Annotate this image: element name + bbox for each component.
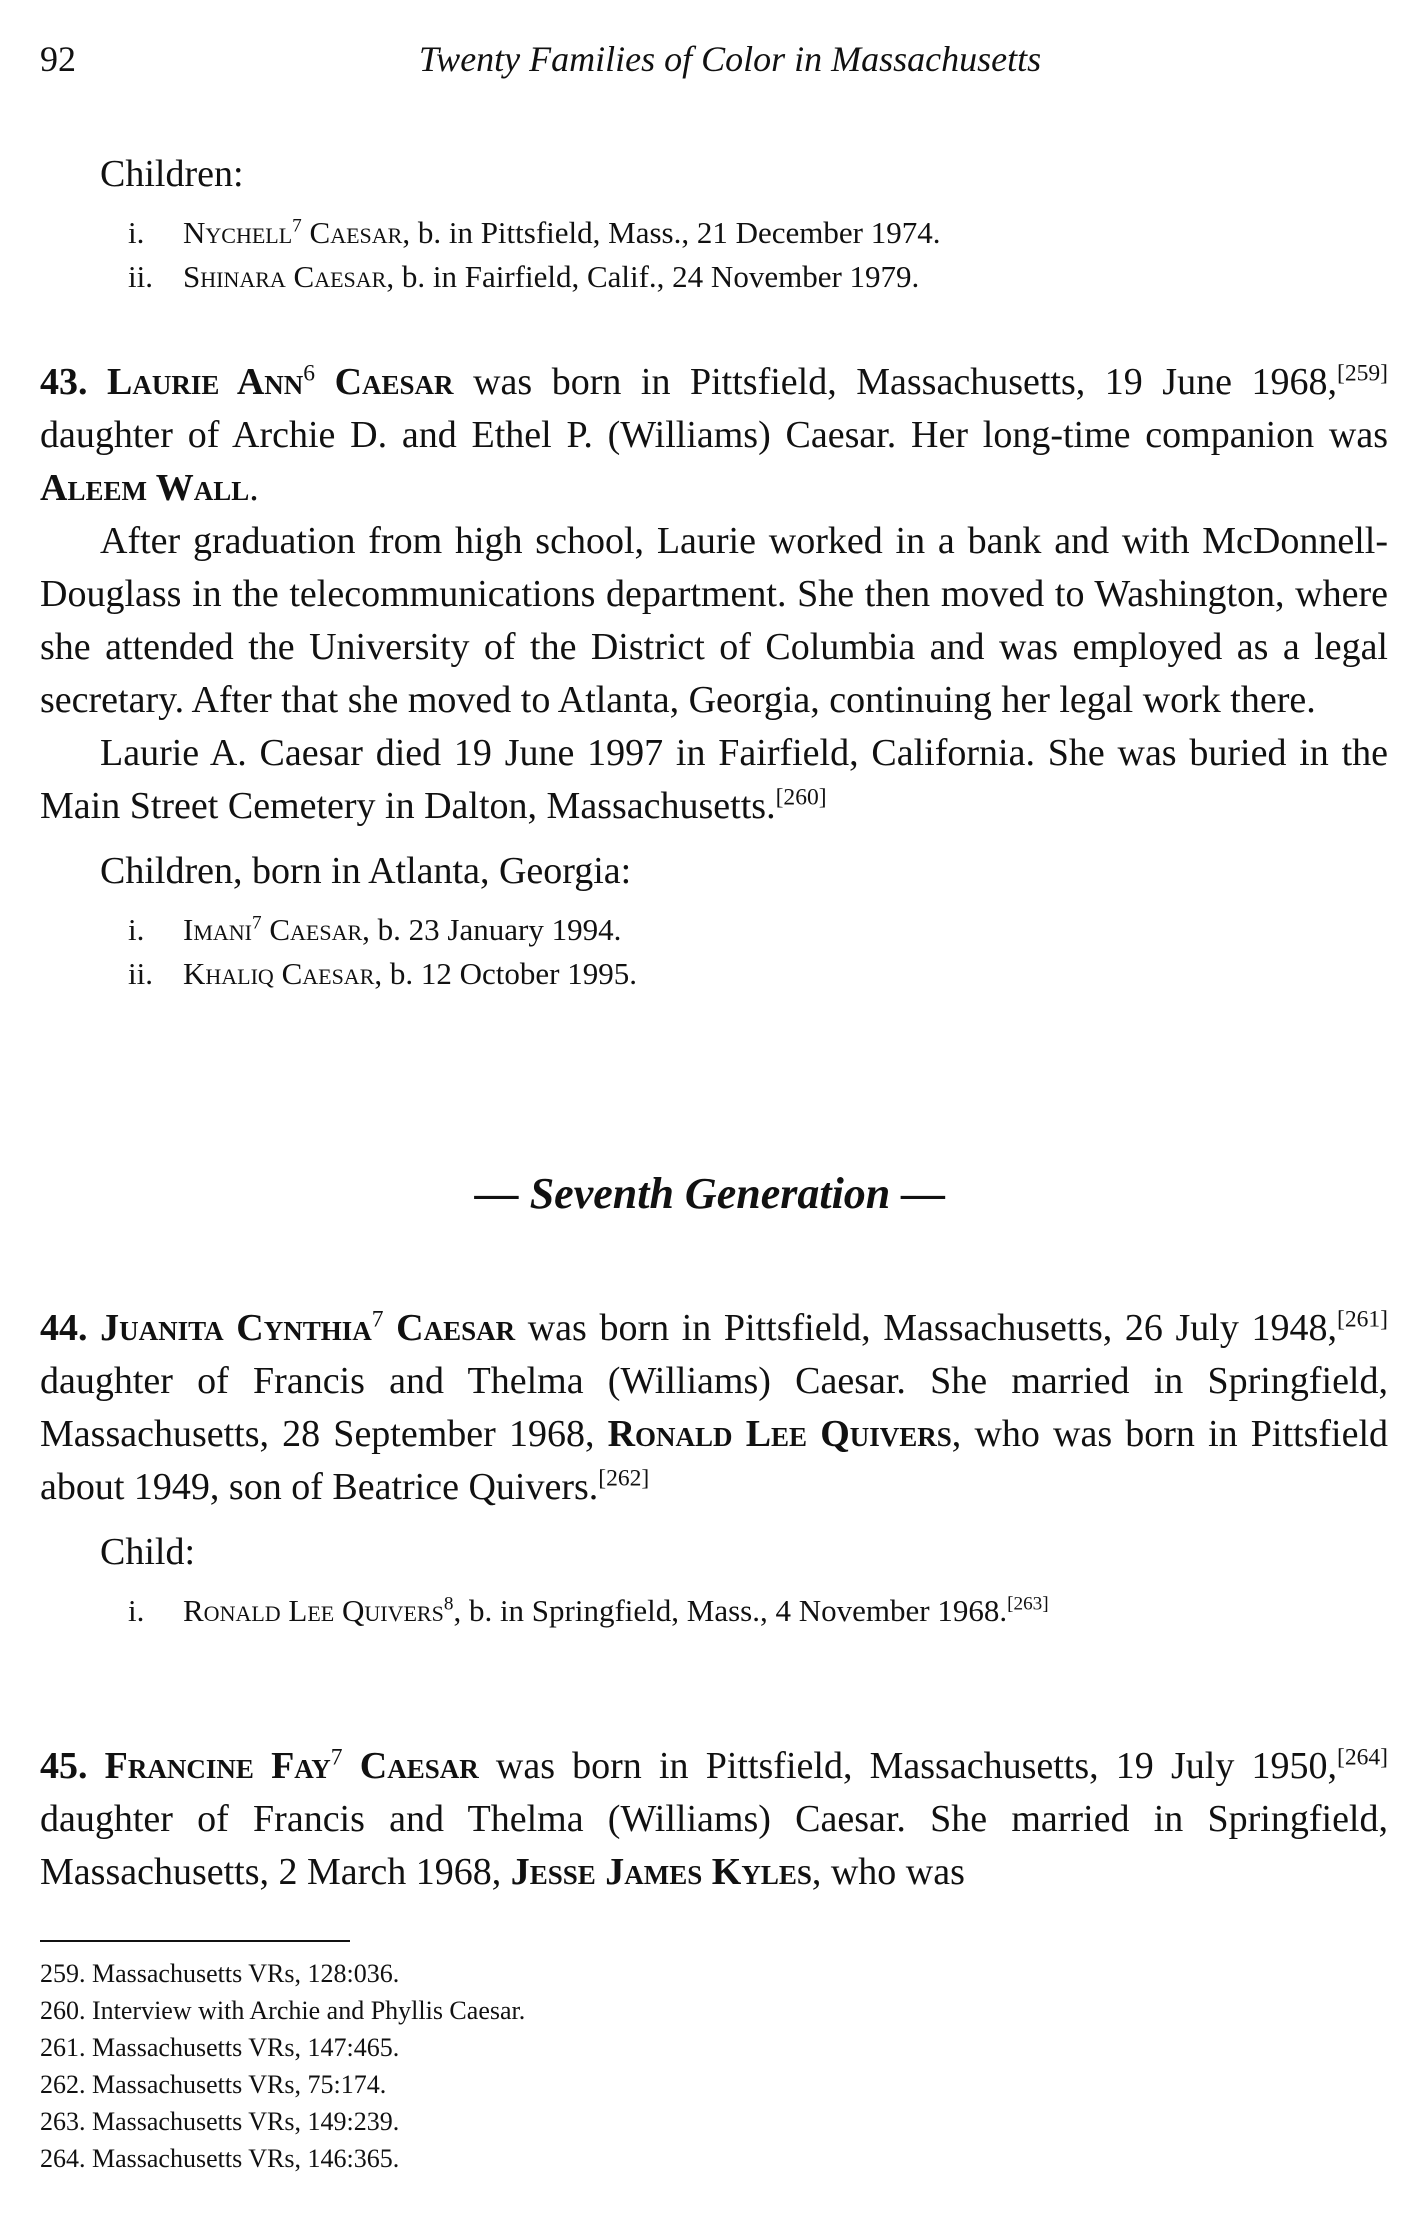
entry-45 <box>40 1740 1388 1899</box>
entry-44 <box>40 1302 1388 1633</box>
generation-heading: — Seventh Generation — <box>474 1169 946 1218</box>
footnote-ref: [259] <box>1337 360 1389 387</box>
footnote-ref: [262] <box>598 1465 650 1492</box>
footnote-ref: [261] <box>1337 1306 1389 1333</box>
footnote: 264. Massachusetts VRs, 146:365. <box>40 2144 400 2173</box>
footnote-ref: [260] <box>775 784 827 811</box>
footnote: 261. Massachusetts VRs, 147:465. <box>40 2033 400 2062</box>
entry-paragraph: Laurie A. Caesar died 19 June 1997 in Fairfield, California. She was buried in the Main Street Cemetery in Dalton, Massachusetts.[260] <box>40 732 1388 827</box>
footnote-ref: [264] <box>1337 1744 1389 1771</box>
footnote-ref: [263] <box>1007 1593 1049 1615</box>
entry-paragraph: 44. Juanita Cynthia$^7$ Caesar was born in Pittsfield, Massachusetts, 26 July 1948,[261] daughter of Francis and Thelma (Williams) Caesar. She married in Springfield, Massachusetts, 28 September 1968, Ronald Lee Quivers, who was born in Pittsfield about 1949, son of Beatrice Quivers.[262] <box>40 1306 1389 1508</box>
children-list <box>40 1589 1388 1633</box>
entry-paragraph: After graduation from high school, Laurie worked in a bank and with McDonnell-Douglass in the telecommunications department. She then moved to Washington, where she attended the University of the District of Columbia and was employed as a legal secretary. After that she moved to Atlanta, Georgia, continuing her legal work there. <box>40 520 1388 721</box>
page-header <box>40 38 1380 88</box>
footnotes <box>40 1955 1040 2177</box>
footnote: 262. Massachusetts VRs, 75:174. <box>40 2070 387 2099</box>
list-item: i. Ronald Lee Quivers$^8$, b. in Springfield, Mass., 4 November 1968.[263] <box>128 1593 1049 1628</box>
children-label: Children: <box>100 153 244 195</box>
children-label: Child: <box>100 1531 196 1573</box>
children-list <box>40 908 1388 996</box>
page-number: 92 <box>40 39 76 79</box>
list-item: i. Nychell$^7$ Caesar, b. in Pittsfield, Mass., 21 December 1974. <box>128 215 941 250</box>
children-label: Children, born in Atlanta, Georgia: <box>100 850 632 892</box>
list-item: i. Imani$^7$ Caesar, b. 23 January 1994. <box>128 912 622 947</box>
entry-paragraph: 43. Laurie Ann$^6$ Caesar was born in Pittsfield, Massachusetts, 19 June 1968,[259] daughter of Archie D. and Ethel P. (Williams) Caesar. Her long-time companion was Aleem Wall. <box>40 360 1389 509</box>
footnote-rule <box>40 1940 350 1942</box>
list-item: ii. Shinara Caesar, b. in Fairfield, Calif., 24 November 1979. <box>128 259 920 294</box>
list-item: ii. Khaliq Caesar, b. 12 October 1995. <box>128 956 637 991</box>
children-list <box>40 211 1388 299</box>
footnote: 263. Massachusetts VRs, 149:239. <box>40 2107 400 2136</box>
footnote: 260. Interview with Archie and Phyllis Caesar. <box>40 1996 526 2025</box>
entry-paragraph: 45. Francine Fay$^7$ Caesar was born in Pittsfield, Massachusetts, 19 July 1950,[264] daughter of Francis and Thelma (Williams) Caesar. She married in Springfield, Massachusetts, 2 March 1968, Jesse James Kyles, who was <box>40 1744 1389 1893</box>
children-block-top <box>40 148 1388 299</box>
running-title: Twenty Families of Color in Massachusetts <box>418 39 1042 79</box>
footnote: 259. Massachusetts VRs, 128:036. <box>40 1959 400 1988</box>
entry-43 <box>40 356 1388 996</box>
